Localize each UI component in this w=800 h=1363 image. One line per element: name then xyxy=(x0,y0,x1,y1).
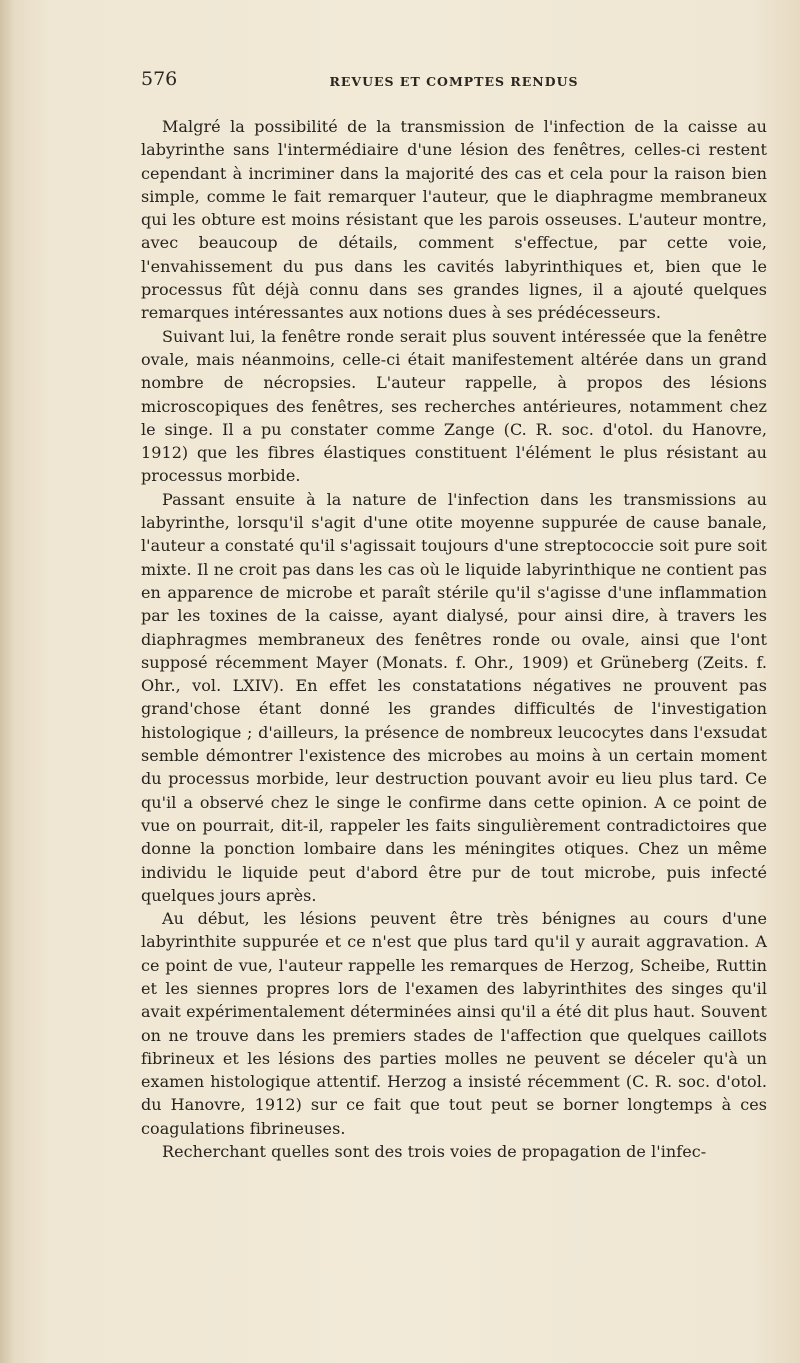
article-body xyxy=(141,115,767,1163)
paragraph: Malgré la possibilité de la transmission de l'infection de la caisse au labyrinthe sans l'intermédiaire d'une lésion des fenêtres, celles-ci restent cependant à incriminer dans la majorité des cas et cela pour la raison bien simple, comme le fait remarquer l'auteur, que le diaphragme membraneux qui les obture est moins résistant que les parois osseuses. L'auteur montre, avec beaucoup de détails, comment s'effectue, par cette voie, l'envahissement du pus dans les cavités labyrinthiques et, bien que le processus fût déjà connu dans ses grandes lignes, il a ajouté quelques remarques intéressantes aux notions dues à ses prédécesseurs. xyxy=(141,117,767,323)
page-header xyxy=(141,68,767,98)
paragraph: Au début, les lésions peuvent être très bénignes au cours d'une labyrinthite suppurée et ce n'est que plus tard qu'il y aurait aggravation. A ce point de vue, l'auteur rappelle les remarques de Herzog, Scheibe, Ruttin et les siennes propres lors de l'examen des labyrinthites des singes qu'il avait expérimentalement déterminées ainsi qu'il a été dit plus haut. Souvent on ne trouve dans les premiers stades de l'affection que quelques caillots fibrineux et les lésions des parties molles ne peuvent se déceler qu'à un examen histologique attentif. Herzog a insisté récemment (C. R. soc. d'otol. du Hanovre, 1912) sur ce fait que tout peut se borner longtemps à ces coagulations fibrineuses. xyxy=(141,909,767,1138)
paragraph: Recherchant quelles sont des trois voies de propagation de l'infec- xyxy=(162,1142,707,1162)
paragraph: Passant ensuite à la nature de l'infection dans les transmissions au labyrinthe, lorsqu'il s'agit d'une otite moyenne suppurée de cause banale, l'auteur a constaté qu'il s'agissait toujours d'une streptococcie soit pure soit mixte. Il ne croit pas dans les cas où le liquide labyrinthique ne contient pas en apparence de microbe et paraît stérile qu'il s'agisse d'une inflammation par les toxines de la caisse, ayant dialysé, pour ainsi dire, à travers les diaphragmes membraneux des fenêtres ronde ou ovale, ainsi que l'ont supposé récemment Mayer (Monats. f. Ohr., 1909) et Grüneberg (Zeits. f. Ohr., vol. LXIV). En effet les constatations négatives ne prouvent pas grand'chose étant donné les grandes difficultés de l'investigation histologique ; d'ailleurs, la présence de nombreux leucocytes dans l'exsudat semble démontrer l'existence des microbes au moins à un certain moment du processus morbide, leur destruction pouvant avoir eu lieu plus tard. Ce qu'il a observé chez le singe le confirme dans cette opinion. A ce point de vue on pourrait, dit-il, rappeler les faits singulièrement contradictoires que donne la ponction lombaire dans les méningites otiques. Chez un même individu le liquide peut d'abord être pur de tout microbe, puis infecté quelques jours après. xyxy=(141,489,767,905)
page-edge-shadow xyxy=(0,0,14,1363)
running-head: REVUES ET COMPTES RENDUS xyxy=(329,74,579,89)
paragraph: Suivant lui, la fenêtre ronde serait plus souvent intéressée que la fenêtre ovale, mais néanmoins, celle-ci était manifestement altérée dans un grand nombre de nécropsies. L'auteur rappelle, à propos des lésions microscopiques des fenêtres, ses recherches antérieures, notamment chez le singe. Il a pu constater comme Zange (C. R. soc. d'otol. du Hanovre, 1912) que les fibres élastiques constituent l'élément le plus résistant au processus morbide. xyxy=(141,326,767,486)
page-number: 576 xyxy=(141,68,178,90)
